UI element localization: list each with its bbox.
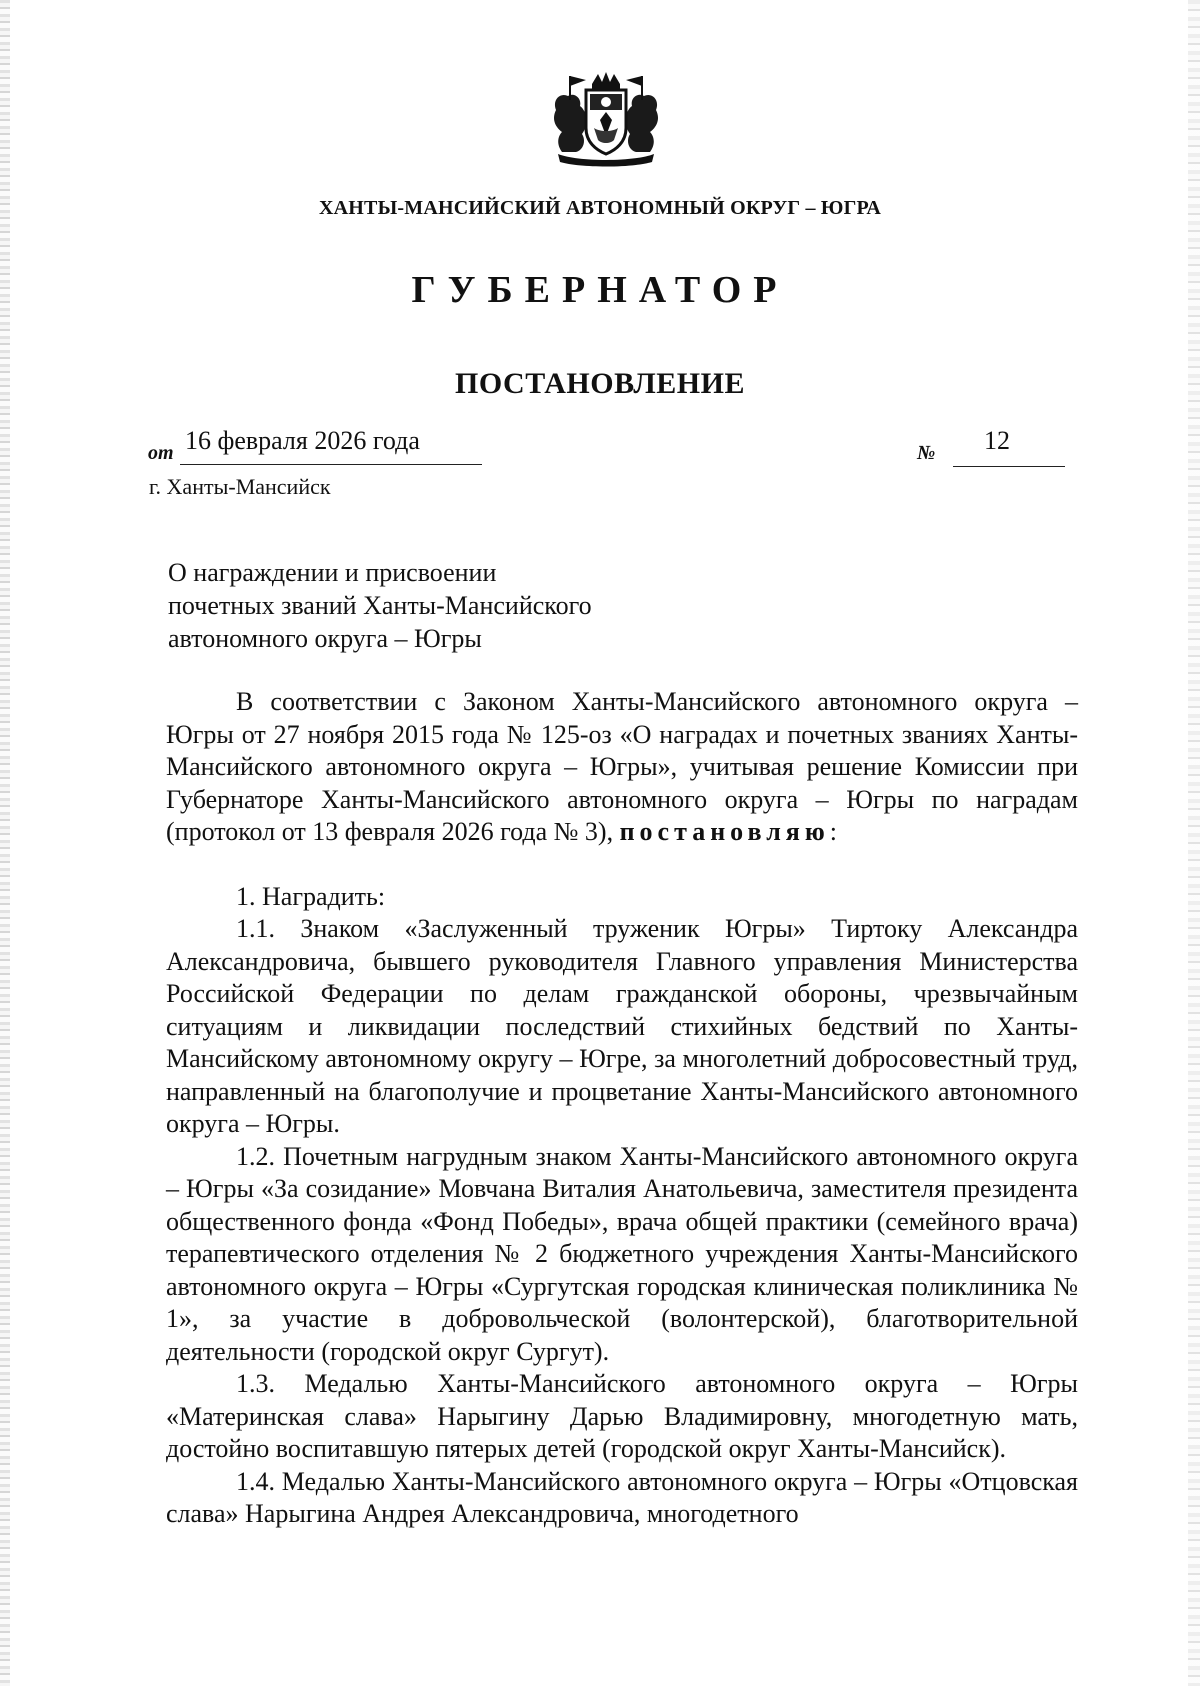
document-type: ПОСТАНОВЛЕНИЕ bbox=[455, 367, 745, 400]
resolve-word: постановляю bbox=[619, 817, 830, 846]
preamble-paragraph bbox=[166, 686, 1078, 849]
subject-line: автономного округа – Югры bbox=[168, 624, 482, 653]
number-underline bbox=[953, 466, 1065, 467]
authority-title: ГУБЕРНАТОР bbox=[411, 269, 789, 311]
item-1-1: 1.1. Знаком «Заслуженный труженик Югры» Тиртоку Александра Александровича, бывшего руководителя Главного управления Министерства Российской Федерации по делам гражданской обороны, чрезвычайным ситуациям и ликвидации последствий стихийных бедствий по Ханты-Мансийскому автономному округу – Югре, за многолетний добросовестный труд, направленный на благополучие и процветание Ханты-Мансийского автономного округа – Югры. bbox=[166, 914, 1078, 1138]
subject-line: О награждении и присвоении bbox=[168, 558, 497, 587]
city-line: г. Ханты-Мансийск bbox=[149, 474, 331, 499]
document-body bbox=[166, 686, 1078, 1531]
subject-line: почетных званий Ханты-Мансийского bbox=[168, 591, 592, 620]
resolve-colon: : bbox=[829, 817, 837, 846]
item-1-3: 1.3. Медалью Ханты-Мансийского автономного округа – Югры «Материнская слава» Нарыгину Дарью Владимировну, многодетную мать, достойно воспитавшую пятерых детей (городской округ Ханты-Мансийск). bbox=[166, 1369, 1078, 1463]
date-underline bbox=[180, 464, 482, 465]
coat-of-arms-emblem bbox=[548, 70, 664, 170]
region-title: ХАНТЫ-МАНСИЙСКИЙ АВТОНОМНЫЙ ОКРУГ – ЮГРА bbox=[319, 197, 881, 219]
item-1-4: 1.4. Медалью Ханты-Мансийского автономного округа – Югры «Отцовская слава» Нарыгина Андрея Александровича, многодетного bbox=[166, 1466, 1078, 1528]
paragraph-gap bbox=[166, 849, 1078, 881]
scan-edge-left bbox=[0, 0, 10, 1686]
date-label: от bbox=[148, 442, 174, 464]
preamble-text: В соответствии с Законом Ханты-Мансийского автономного округа – Югры от 27 ноября 2015 года № 125-оз «О наградах и почетных званиях Ханты-Мансийского автономного округа – Югры», учитывая решение Комиссии при Губернаторе Ханты-Мансийского автономного округа – Югры по наградам (протокол от 13 февраля 2026 года № 3), bbox=[166, 687, 1078, 846]
document-date: 16 февраля 2026 года bbox=[185, 426, 420, 455]
item-1-2: 1.2. Почетным нагрудным знаком Ханты-Мансийского автономного округа – Югры «За созидание» Мовчана Виталия Анатольевича, заместителя президента общественного фонда «Фонд Победы», врача общей практики (семейного врача) терапевтического отделения № 2 бюджетного учреждения Ханты-Мансийского автономного округа – Югры «Сургутская городская клиническая поликлиника № 1», за участие в добровольческой (волонтерской), благотворительной деятельности (городской округ Сургут). bbox=[166, 1141, 1078, 1366]
scan-edge-right bbox=[1188, 0, 1200, 1686]
item-1: 1. Наградить: bbox=[236, 881, 386, 911]
number-label: № bbox=[917, 442, 936, 464]
document-number: 12 bbox=[984, 426, 1010, 455]
document-subject bbox=[168, 556, 688, 655]
